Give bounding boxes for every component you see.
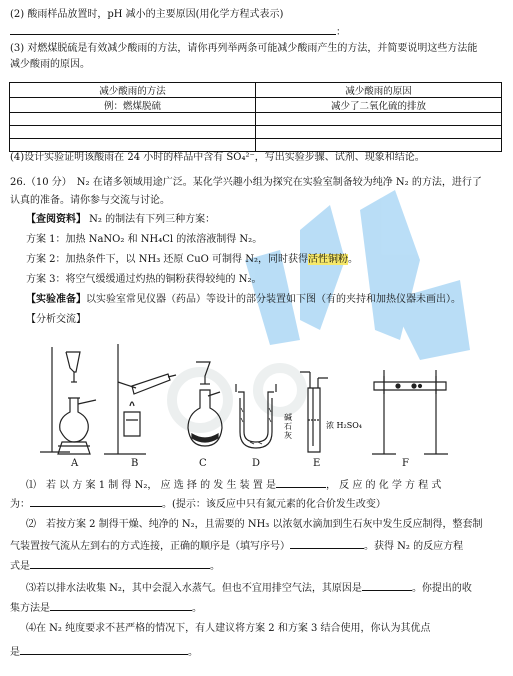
subq-4-line1: ⑷在 N₂ 纯度要求不甚严格的情况下，有人建议将方案 2 和方案 3 结合使用，你认为其优点 <box>26 623 431 634</box>
conc-h2so4-label: 浓 H₂SO₄ <box>326 421 362 430</box>
table-row <box>10 139 502 152</box>
label-f: F <box>402 458 409 469</box>
apparatus-e <box>300 372 328 452</box>
question-3-line2: 减少酸雨的原因。 <box>10 59 90 70</box>
subq-2-line3: 式是 。 <box>10 558 220 574</box>
prep-heading: 【实验准备】以实验室常见仪器（药品）等设计的部分装置如下图（有的夹持和加热仪器未画出）。 <box>26 294 461 305</box>
subq-2-line1: ⑵ 若按方案 2 制得干燥、纯净的 N₂，且需要的 NH₃ 以浓氨水滴加到生石灰中发生反应制得，整套制 <box>26 519 483 530</box>
question-26-line2: 认真的准备。请你参与交流与讨论。 <box>10 195 170 206</box>
label-a: A <box>71 458 79 469</box>
label-b: B <box>131 458 139 469</box>
analysis-heading: 【分析交流】 <box>26 314 86 325</box>
plan-1: 方案 1：加热 NaNO₂ 和 NH₄Cl 的浓溶液制得 N₂。 <box>26 234 263 245</box>
subq-4-line2: 是 。 <box>10 644 198 660</box>
question-26-line1: 26.（10 分） N₂ 在诸多领域用途广泛。某化学兴趣小组为探究在实验室制备较为纯净 N₂ 的方法，进行了 <box>10 177 482 188</box>
table-header-cell: 减少酸雨的原因 <box>256 83 502 98</box>
table-row <box>10 113 502 126</box>
table-cell <box>256 139 502 152</box>
plan-2: 方案 2：加热条件下，以 NH₃ 还原 CuO 可制得 N₂，同时获得活性铜粉。 <box>26 254 358 265</box>
question-2: (2) 酸雨样品放置时，pH 减小的主要原因(用化学方程式表示) <box>10 9 284 20</box>
subq-3-line2: 集方法是 。 <box>10 600 202 616</box>
subq-3-line1: ⑶若以排水法收集 N₂，其中会混入水蒸气。但也不宜用排空气法，其原因是 。你提出的收 <box>26 580 472 596</box>
plan-3: 方案 3：将空气缓缓通过灼热的铜粉获得较纯的 N₂。 <box>26 274 262 285</box>
table-cell <box>10 126 256 139</box>
apparatus-b <box>104 344 176 454</box>
apparatus-c <box>188 362 222 446</box>
table-cell <box>10 113 256 126</box>
apparatus-d <box>236 384 276 448</box>
subq-2-line2: 气装置按气流从左到右的方式连接，正确的顺序是（填写序号） 。获得 N₂ 的反应方程 <box>10 538 463 554</box>
question-4: (4)设计实验证明该酸雨在 24 小时的样品中含有 SO₄²⁻，写出实验步骤、试剂、现象和结论。 <box>10 152 425 163</box>
table-cell <box>256 126 502 139</box>
table-cell: 例：燃煤脱硫 <box>10 98 256 113</box>
table-row <box>10 98 502 113</box>
methods-table <box>9 82 502 152</box>
table-cell: 减少了二氧化硫的排放 <box>256 98 502 113</box>
apparatus-f <box>372 370 448 454</box>
apparatus-diagram <box>0 342 513 470</box>
table-cell <box>256 113 502 126</box>
answer-line-2: ： <box>10 24 346 40</box>
label-e: E <box>313 458 321 469</box>
apparatus-a <box>40 347 96 454</box>
question-3-line1: (3) 对燃煤脱硫是有效减少酸雨的方法，请你再列举两条可能减少酸雨产生的方法，并简要说明这些方法能 <box>10 43 478 54</box>
label-d: D <box>252 458 261 469</box>
table-row <box>10 126 502 139</box>
table-row <box>10 83 502 98</box>
table-cell <box>10 139 256 152</box>
label-c: C <box>199 458 207 469</box>
table-header-cell: 减少酸雨的方法 <box>10 83 256 98</box>
subq-1-line1: ⑴ 若 以 方 案 1 制 得 N₂， 应 选 择 的 发 生 装 置 是 ， 反 应 的 化 学 方 程 式 <box>26 477 441 493</box>
info-heading: 【查阅资料】 N₂ 的制法有下列三种方案： <box>26 214 216 225</box>
soda-lime-label: 碱石灰 <box>284 413 292 440</box>
subq-1-line2: 为： 。(提示：该反应中只有氮元素的化合价发生改变） <box>10 496 386 512</box>
